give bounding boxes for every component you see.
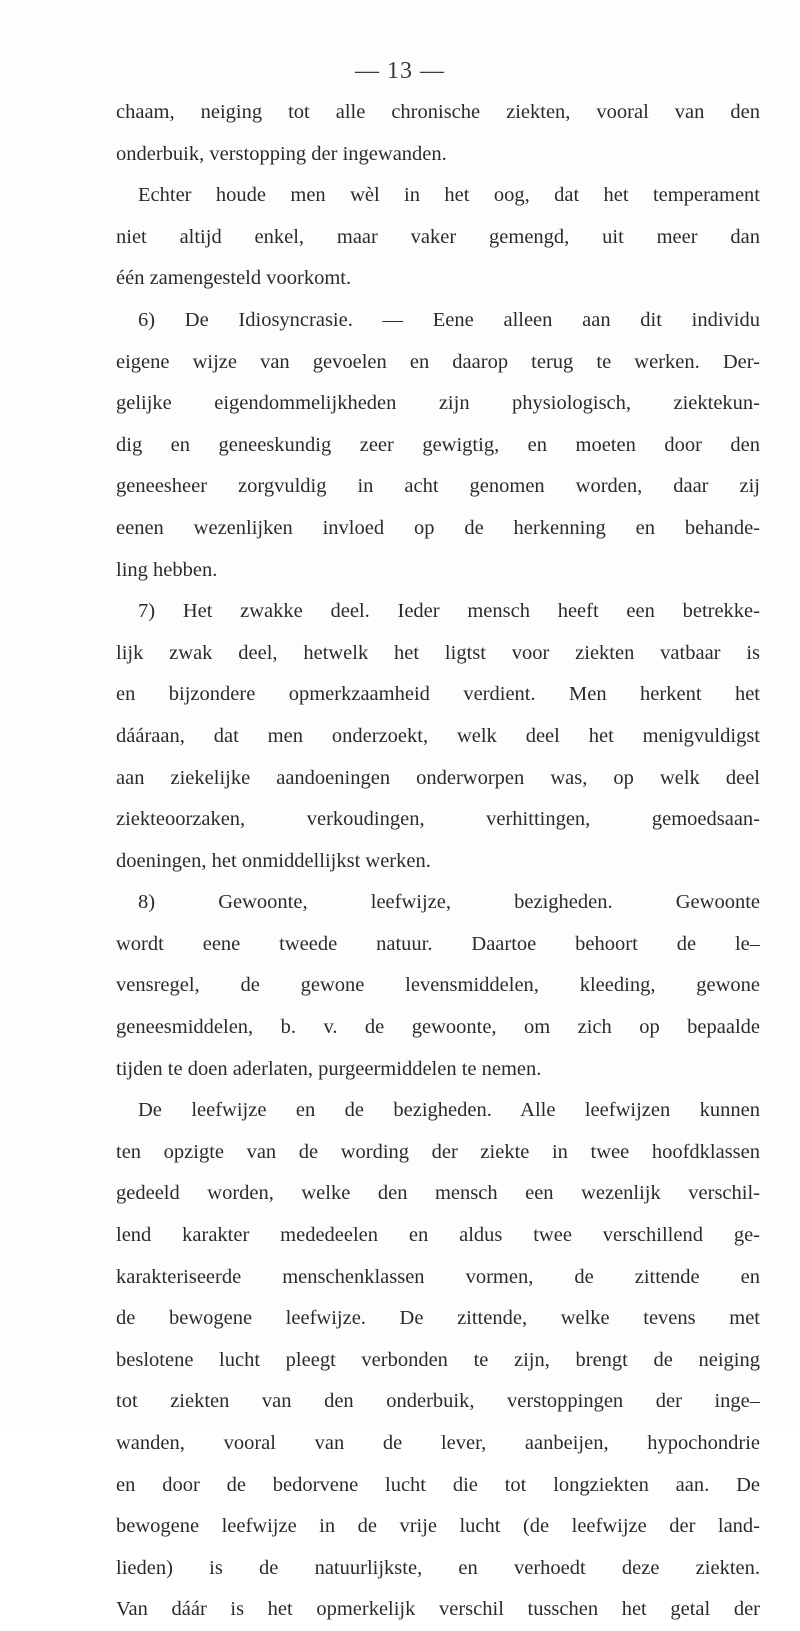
text-line: eenen wezenlijken invloed op de herkenning en behande- (116, 516, 760, 539)
text-line: tot ziekten van den onderbuik, verstoppingen der inge– (116, 1390, 760, 1413)
text-line: Echter houde men wèl in het oog, dat het temperament (138, 184, 760, 207)
text-line: vensregel, de gewone levensmiddelen, kleeding, gewone (116, 974, 760, 997)
text-line: ten opzigte van de wording der ziekte in twee hoofdklassen (116, 1140, 760, 1163)
text-line: eigene wijze van gevoelen en daarop terug te werken. Der- (116, 350, 760, 373)
text-line: geneesheer zorgvuldig in acht genomen worden, daar zij (116, 475, 760, 498)
text-line: niet altijd enkel, maar vaker gemengd, uit meer dan (116, 225, 760, 248)
text-line: en bijzondere opmerkzaamheid verdient. Men herkent het (116, 683, 760, 706)
text-line: ling hebben. (116, 558, 218, 581)
text-line: onderbuik, verstopping der ingewanden. (116, 142, 447, 165)
text-line: lieden) is de natuurlijkste, en verhoedt deze ziekten. (116, 1556, 760, 1579)
page-number: — 13 — (355, 58, 445, 84)
text-line: tijden te doen aderlaten, purgeermiddelen te nemen. (116, 1057, 542, 1080)
text-line: dig en geneeskundig zeer gewigtig, en moeten door den (116, 433, 760, 456)
text-line: gelijke eigendommelijkheden zijn physiologisch, ziektekun- (116, 392, 760, 415)
text-line: en door de bedorvene lucht die tot longziekten aan. De (116, 1473, 760, 1496)
text-line: dááraan, dat men onderzoekt, welk deel het menigvuldigst (116, 724, 760, 747)
text-line: bewogene leefwijze in de vrije lucht (de leefwijze der land- (116, 1515, 760, 1538)
text-line: wordt eene tweede natuur. Daartoe behoort de le– (116, 932, 760, 955)
text-line: chaam, neiging tot alle chronische ziekten, vooral van den (116, 101, 760, 123)
text-line: 6) De Idiosyncrasie. — Eene alleen aan dit individu (138, 308, 760, 331)
text-line: lijk zwak deel, hetwelk het ligtst voor ziekten vatbaar is (116, 641, 760, 664)
text-line: ziekteoorzaken, verkoudingen, verhittingen, gemoedsaan- (116, 808, 760, 831)
text-line: De leefwijze en de bezigheden. Alle leefwijzen kunnen (138, 1099, 760, 1122)
text-line: doeningen, het onmiddellijkst werken. (116, 849, 431, 872)
text-line: geneesmiddelen, b. v. de gewoonte, om zich op bepaalde (116, 1016, 760, 1039)
text-line: karakteriseerde menschenklassen vormen, de zittende en (116, 1265, 760, 1288)
text-line: 7) Het zwakke deel. Ieder mensch heeft een betrekke- (138, 600, 760, 623)
text-line: gedeeld worden, welke den mensch een wezenlijk verschil- (116, 1182, 760, 1205)
text-line: Van dáár is het opmerkelijk verschil tusschen het getal der (116, 1598, 760, 1621)
text-line: aan ziekelijke aandoeningen onderworpen was, op welk deel (116, 766, 760, 789)
body-text (116, 92, 760, 1631)
text-line: de bewogene leefwijze. De zittende, welke tevens met (116, 1307, 760, 1330)
text-line: één zamengesteld voorkomt. (116, 267, 352, 290)
text-line: beslotene lucht pleegt verbonden te zijn, brengt de neiging (116, 1348, 760, 1371)
text-line: 8) Gewoonte, leefwijze, bezigheden. Gewoonte (138, 891, 760, 914)
text-line: lend karakter mededeelen en aldus twee verschillend ge- (116, 1224, 760, 1247)
text-line: wanden, vooral van de lever, aanbeijen, hypochondrie (116, 1432, 760, 1454)
